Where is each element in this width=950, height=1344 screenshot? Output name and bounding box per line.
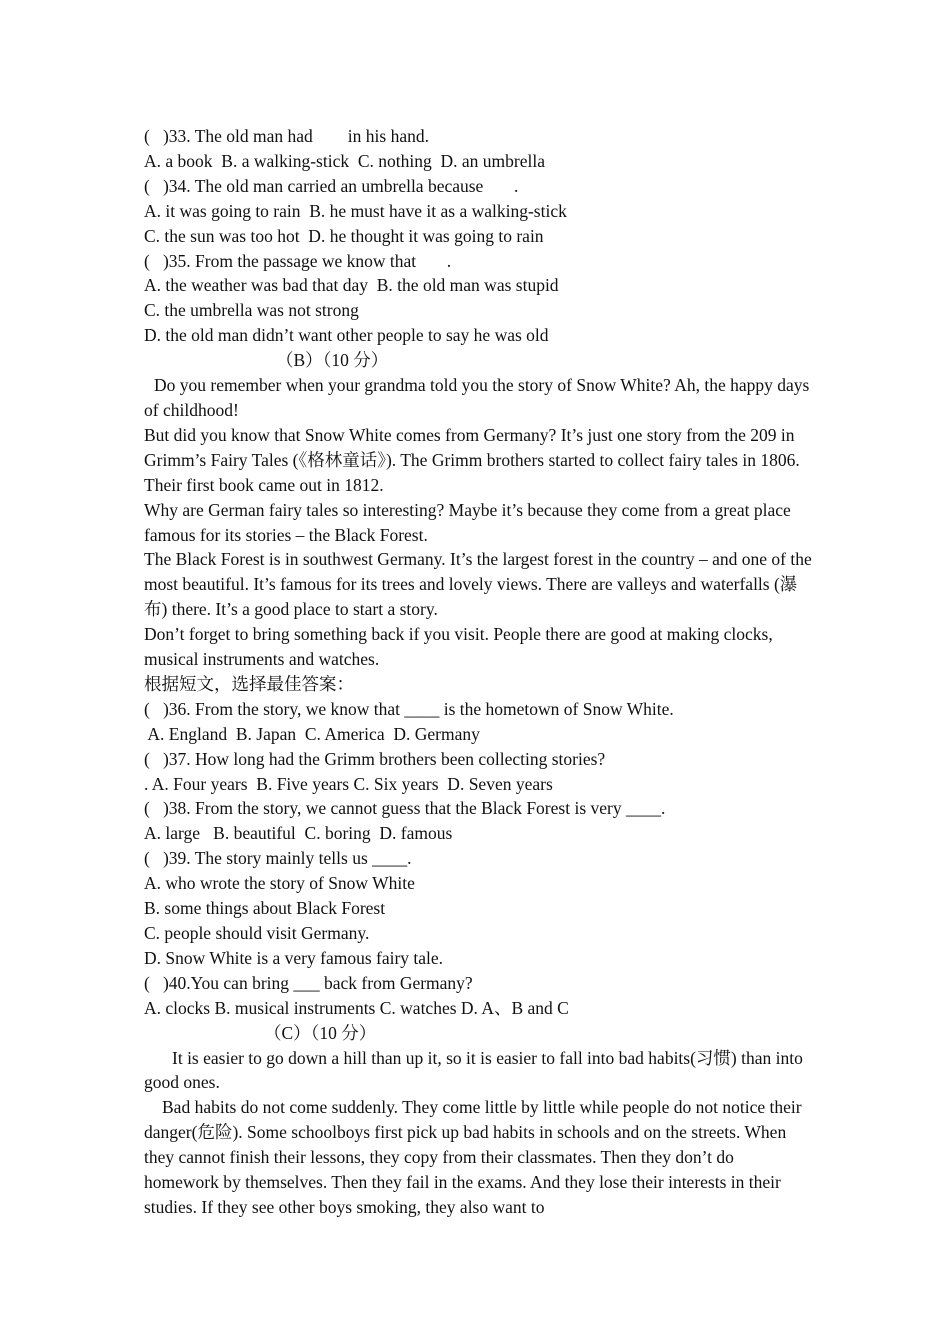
question-33: ( )33. The old man had in his hand. <box>144 126 429 146</box>
question-35-options-ab: A. the weather was bad that day B. the old man was stupid <box>144 275 559 296</box>
section-c-heading: （C）（10 分） <box>264 1022 377 1043</box>
question-38-options: A. large B. beautiful C. boring D. famous <box>144 823 453 844</box>
part-a-questions <box>144 124 812 348</box>
section-b-passage <box>144 373 812 672</box>
question-35-option-c: C. the umbrella was not strong <box>144 300 359 321</box>
question-37-options: . A. Four years B. Five years C. Six years D. Seven years <box>144 773 553 794</box>
question-39-option-a: A. who wrote the story of Snow White <box>144 873 415 894</box>
section-b-instruction: 根据短文，选择最佳答案： <box>144 673 354 694</box>
section-b-paragraph: But did you know that Snow White comes from Germany? It’s just one story from the 209 in Grimm’s Fairy Tales (《格林童话》). The Grimm brothers started to collect fairy tales in 1806. Their first book came out in 1812. <box>144 424 800 495</box>
question-39-option-c: C. people should visit Germany. <box>144 923 370 943</box>
section-b-questions <box>144 697 812 1021</box>
question-34-options-ab: A. it was going to rain B. he must have it as a walking-stick <box>144 200 567 221</box>
question-34: ( )34. The old man carried an umbrella because . <box>144 175 519 196</box>
question-35-option-d: D. the old man didn’t want other people to say he was old <box>144 325 549 346</box>
question-39-option-d: D. Snow White is a very famous fairy tale. <box>144 947 444 968</box>
section-b-paragraph: The Black Forest is in southwest Germany. It’s the largest forest in the country – and one of the most beautiful. It’s famous for its trees and lovely views. There are valleys and waterfalls (瀑布) there. It’s a good place to start a story. <box>144 549 812 620</box>
section-b-paragraph: Do you remember when your grandma told you the story of Snow White? Ah, the happy days of childhood! <box>144 375 810 420</box>
section-b-paragraph: Don’t forget to bring something back if you visit. People there are good at making clocks, musical instruments and watches. <box>144 624 773 670</box>
section-c-paragraph: Bad habits do not come suddenly. They come little by little while people do not notice their danger(危险). Some schoolboys first pick up bad habits in schools and on the streets. When they cannot finish their lessons, they copy from their classmates. Then they don’t do homework by themselves. Then they fail in the exams. And they lose their interests in their studies. If they see other boys smoking, they also want to <box>144 1097 802 1217</box>
question-33-options: A. a book B. a walking-stick C. nothing D. an umbrella <box>144 150 545 171</box>
question-35: ( )35. From the passage we know that . <box>144 250 452 271</box>
question-40: ( )40.You can bring ___ back from Germany? <box>144 972 473 993</box>
question-37: ( )37. How long had the Grimm brothers been collecting stories? <box>144 748 606 769</box>
document-page <box>144 124 812 1220</box>
question-38: ( )38. From the story, we cannot guess that the Black Forest is very ____. <box>144 798 666 819</box>
section-c-passage <box>144 1046 812 1220</box>
section-b-paragraph: Why are German fairy tales so interesting? Maybe it’s because they come from a great place famous for its stories – the Black Forest. <box>144 499 791 545</box>
question-36: ( )36. From the story, we know that ____ is the hometown of Snow White. <box>144 698 674 719</box>
section-c-paragraph: It is easier to go down a hill than up it, so it is easier to fall into bad habits(习惯) than into good ones. <box>144 1047 803 1093</box>
question-40-options: A. clocks B. musical instruments C. watches D. A、B and C <box>144 997 569 1018</box>
question-36-options: A. England B. Japan C. America D. Germany <box>144 723 480 744</box>
section-b-heading: （B）（10 分） <box>276 350 389 371</box>
question-34-options-cd: C. the sun was too hot D. he thought it was going to rain <box>144 225 544 246</box>
question-39: ( )39. The story mainly tells us ____. <box>144 848 412 869</box>
question-39-option-b: B. some things about Black Forest <box>144 898 386 919</box>
